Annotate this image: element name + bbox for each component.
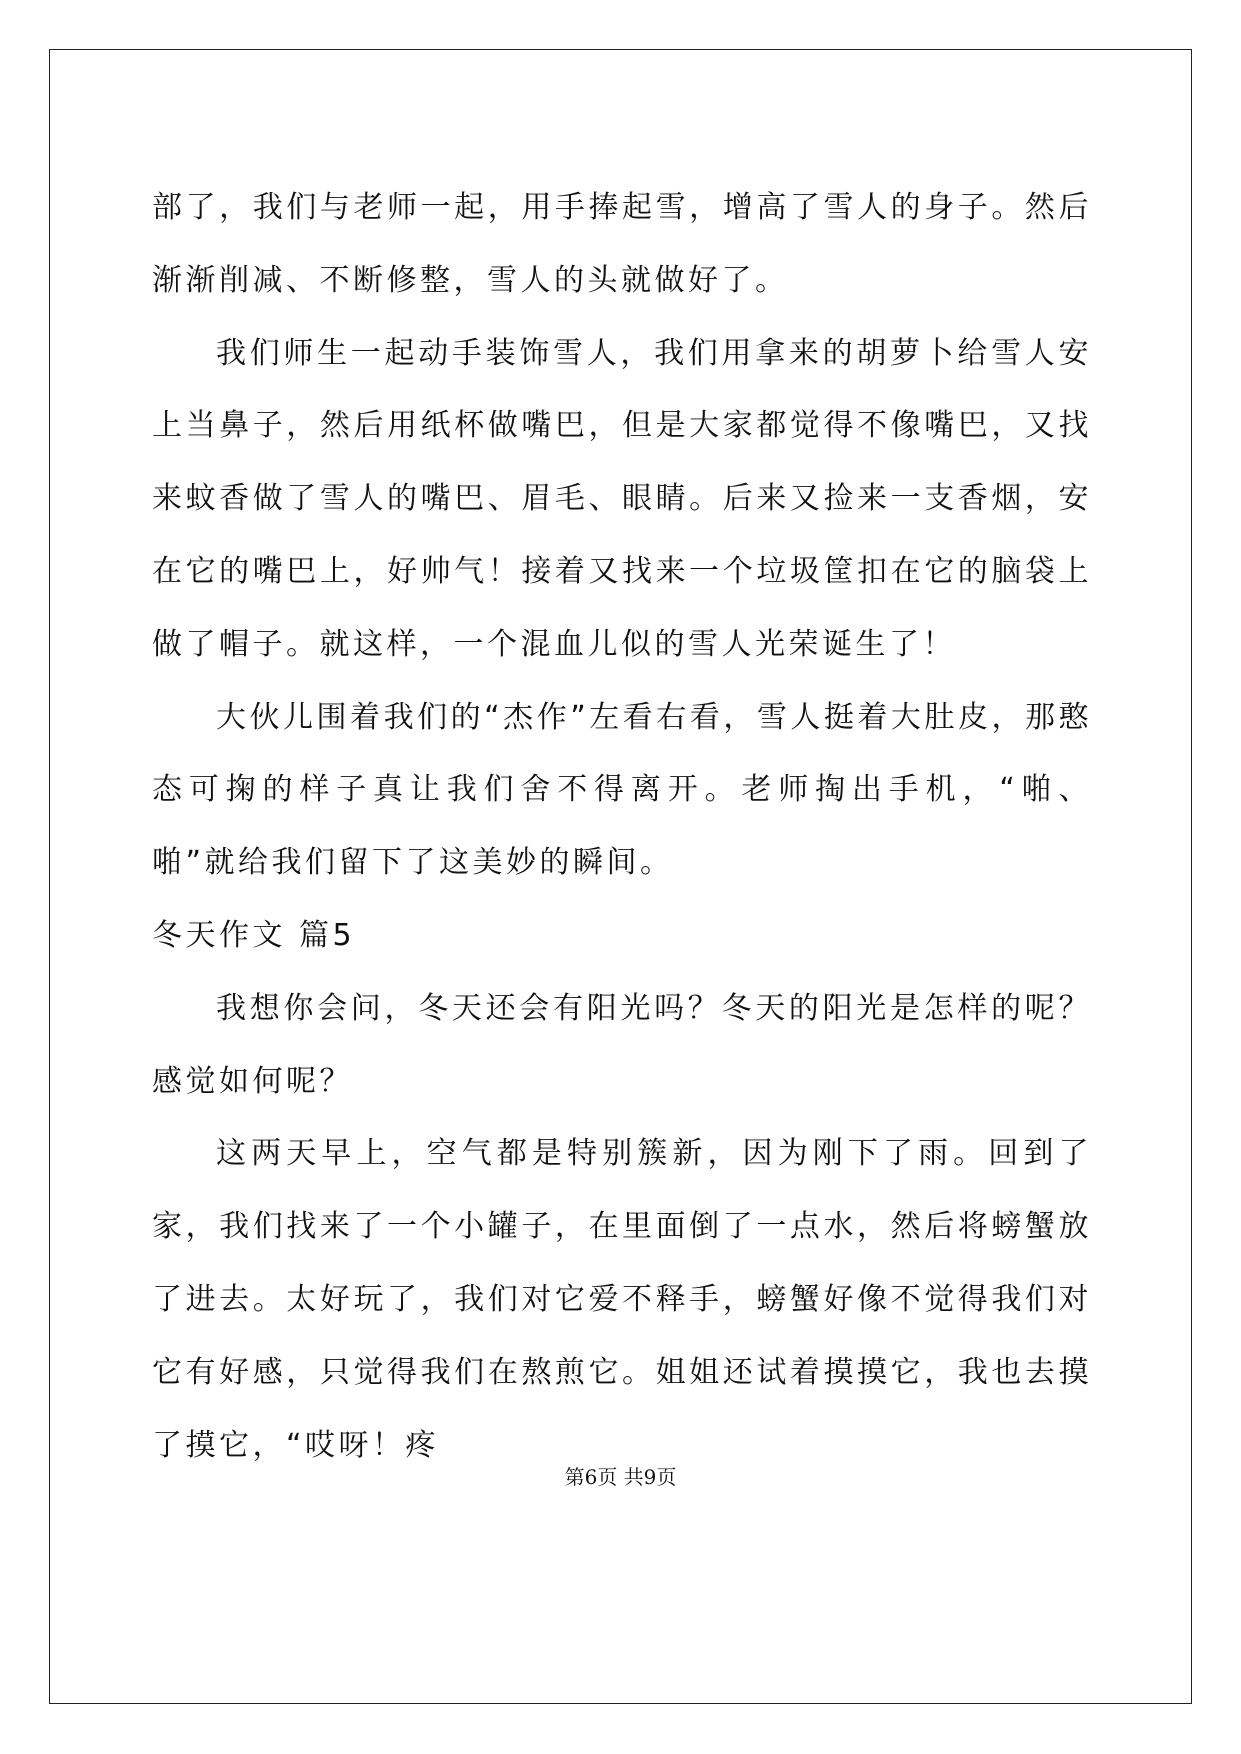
page-footer: 第6页 共9页 xyxy=(564,1465,677,1489)
paragraph: 这两天早上，空气都是特别簇新，因为刚下了雨。回到了家，我们找来了一个小罐子，在里面倒了一点水，然后将螃蟹放了进去。太好玩了，我们对它爱不释手，螃蟹好像不觉得我们对它有好感，只觉得我们在熬煎它。姐姐还试着摸摸它，我也去摸了摸它，“哎呀！疼 xyxy=(152,1136,1092,1463)
paragraph: 我们师生一起动手装饰雪人，我们用拿来的胡萝卜给雪人安上当鼻子，然后用纸杯做嘴巴，但是大家都觉得不像嘴巴，又找来蚊香做了雪人的嘴巴、眉毛、眼睛。后来又捡来一支香烟，安在它的嘴巴上，好帅气！接着又找来一个垃圾筐扣在它的脑袋上做了帽子。就这样，一个混血儿似的雪人光荣诞生了！ xyxy=(152,335,1092,662)
section-heading: 冬天作文 篇5 xyxy=(152,917,356,953)
paragraph: 部了，我们与老师一起，用手捧起雪，增高了雪人的身子。然后渐渐削减、不断修整，雪人的头就做好了。 xyxy=(152,190,1092,298)
paragraph: 大伙儿围着我们的“杰作”左看右看，雪人挺着大肚皮，那憨态可掬的样子真让我们舍不得离开。老师掏出手机，“啪、啪”就给我们留下了这美妙的瞬间。 xyxy=(152,699,1092,881)
paragraph: 我想你会问，冬天还会有阳光吗？冬天的阳光是怎样的呢？感觉如何呢？ xyxy=(152,990,1092,1099)
document-body xyxy=(152,172,1092,1482)
